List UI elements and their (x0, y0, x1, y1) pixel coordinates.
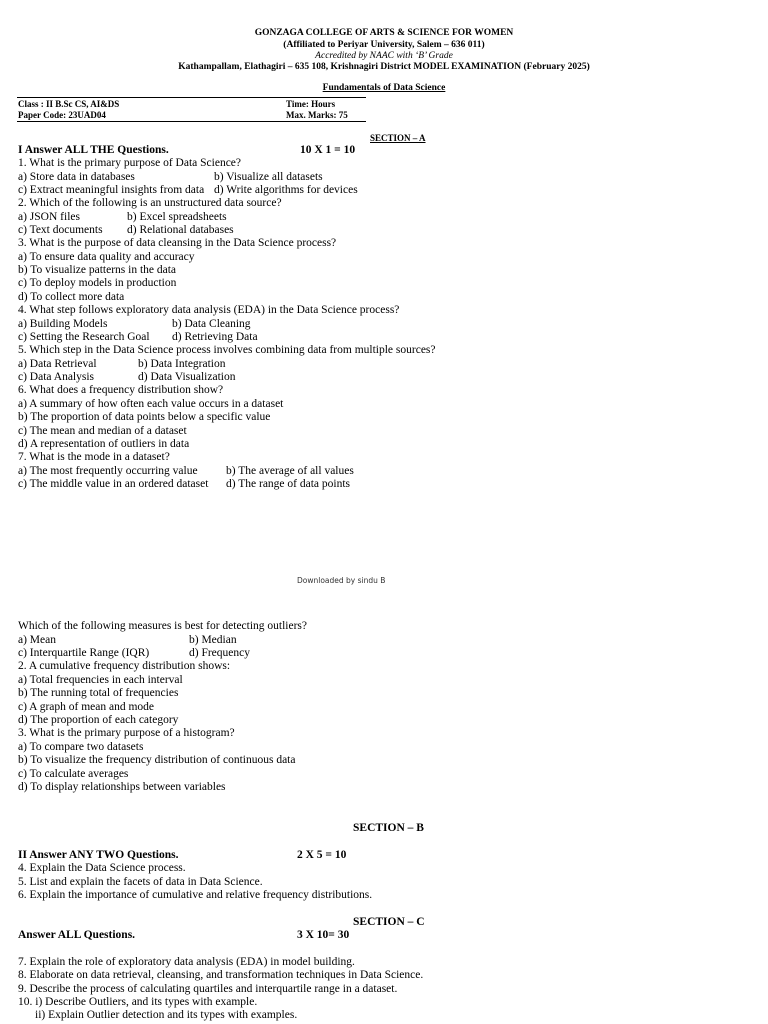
section-b-question-5: 5. List and explain the facets of data in Data Science. (18, 876, 263, 888)
q3-option-c: c) To deploy models in production (18, 277, 177, 289)
section-b-question-4: 4. Explain the Data Science process. (18, 862, 186, 874)
q7-option-a: a) The most frequently occurring value (18, 465, 198, 477)
q2-option-b: b) Excel spreadsheets (127, 211, 227, 223)
q5-option-a: a) Data Retrieval (18, 358, 97, 370)
q4-option-a: a) Building Models (18, 318, 108, 330)
affiliation: (Affiliated to Periyar University, Salem – 636 011) (283, 40, 485, 50)
q7-option-d: d) The range of data points (226, 478, 351, 490)
section-a-instruction: I Answer ALL THE Questions. (18, 144, 169, 156)
download-watermark: Downloaded by sindu B (297, 576, 386, 585)
q8-option-b: b) Median (189, 634, 237, 646)
question-4: 4. What step follows exploratory data analysis (EDA) in the Data Science process? (18, 304, 400, 316)
q6-option-b: b) The proportion of data points below a specific value (18, 411, 271, 423)
time-label: Time: Hours (286, 99, 336, 109)
section-c-title: SECTION – C (353, 916, 425, 928)
section-c-question-8: 8. Elaborate on data retrieval, cleansing, and transformation techniques in Data Science. (18, 969, 424, 981)
section-b-instruction: II Answer ANY TWO Questions. (18, 849, 179, 861)
q10-option-c: c) To calculate averages (18, 768, 129, 780)
q8-option-a: a) Mean (18, 634, 56, 646)
q10-option-d: d) To display relationships between variables (18, 781, 226, 793)
section-a-marks: 10 X 1 = 10 (300, 144, 356, 156)
max-marks: Max. Marks: 75 (286, 110, 348, 120)
q5-option-b: b) Data Integration (138, 358, 226, 370)
section-c-question-7: 7. Explain the role of exploratory data analysis (EDA) in model building. (18, 956, 355, 968)
q2-option-c: c) Text documents (18, 224, 103, 236)
question-2: 2. Which of the following is an unstructured data source? (18, 197, 282, 209)
section-b-title: SECTION – B (353, 822, 424, 834)
q2-option-a: a) JSON files (18, 211, 80, 223)
section-c-question-9: 9. Describe the process of calculating quartiles and interquartile range in a dataset. (18, 983, 398, 995)
question-9: 2. A cumulative frequency distribution shows: (18, 660, 231, 672)
q3-option-d: d) To collect more data (18, 291, 125, 303)
paper-code: Paper Code: 23UAD04 (18, 110, 106, 120)
meta-bottom-rule (17, 121, 366, 122)
q5-option-d: d) Data Visualization (138, 371, 236, 383)
question-7: 7. What is the mode in a dataset? (18, 451, 170, 463)
section-c-question-10-ii: ii) Explain Outlier detection and its types with examples. (35, 1009, 298, 1021)
q3-option-b: b) To visualize patterns in the data (18, 264, 177, 276)
q4-option-d: d) Retrieving Data (172, 331, 258, 343)
q9-option-a: a) Total frequencies in each interval (18, 674, 183, 686)
address-exam-line: Kathampallam, Elathagiri – 635 108, Krishnagiri District MODEL EXAMINATION (February 2025) (178, 62, 590, 72)
section-b-question-6: 6. Explain the importance of cumulative and relative frequency distributions. (18, 889, 373, 901)
section-b-marks: 2 X 5 = 10 (297, 849, 347, 861)
question-1: 1. What is the primary purpose of Data Science? (18, 157, 242, 169)
q7-option-b: b) The average of all values (226, 465, 354, 477)
question-5: 5. Which step in the Data Science process involves combining data from multiple sources? (18, 344, 436, 356)
q4-option-b: b) Data Cleaning (172, 318, 251, 330)
q6-option-c: c) The mean and median of a dataset (18, 425, 187, 437)
q6-option-d: d) A representation of outliers in data (18, 438, 190, 450)
question-6: 6. What does a frequency distribution show? (18, 384, 224, 396)
q6-option-a: a) A summary of how often each value occurs in a dataset (18, 398, 284, 410)
q1-option-a: a) Store data in databases (18, 171, 135, 183)
q7-option-c: c) The middle value in an ordered dataset (18, 478, 209, 490)
q10-option-a: a) To compare two datasets (18, 741, 144, 753)
question-8: Which of the following measures is best for detecting outliers? (18, 620, 308, 632)
subject-title: Fundamentals of Data Science (322, 83, 446, 93)
q4-option-c: c) Setting the Research Goal (18, 331, 150, 343)
q8-option-c: c) Interquartile Range (IQR) (18, 647, 150, 659)
q9-option-c: c) A graph of mean and mode (18, 701, 155, 713)
question-3: 3. What is the purpose of data cleansing in the Data Science process? (18, 237, 337, 249)
q2-option-d: d) Relational databases (127, 224, 234, 236)
q1-option-b: b) Visualize all datasets (214, 171, 323, 183)
college-name: GONZAGA COLLEGE OF ARTS & SCIENCE FOR WOMEN (254, 28, 514, 38)
section-c-marks: 3 X 10= 30 (297, 929, 350, 941)
q9-option-d: d) The proportion of each category (18, 714, 179, 726)
meta-top-rule (17, 97, 366, 98)
section-c-question-10-i: 10. i) Describe Outliers, and its types with example. (18, 996, 258, 1008)
q8-option-d: d) Frequency (189, 647, 250, 659)
q10-option-b: b) To visualize the frequency distribution of continuous data (18, 754, 296, 766)
q1-option-c: c) Extract meaningful insights from data (18, 184, 205, 196)
section-a-title: SECTION – A (370, 133, 426, 143)
q1-option-d: d) Write algorithms for devices (214, 184, 358, 196)
class-label: Class : II B.Sc CS, AI&DS (18, 99, 120, 109)
section-c-instruction: Answer ALL Questions. (18, 929, 136, 941)
q9-option-b: b) The running total of frequencies (18, 687, 179, 699)
q5-option-c: c) Data Analysis (18, 371, 95, 383)
accreditation: Accredited by NAAC with ‘B’ Grade (315, 51, 453, 61)
question-10: 3. What is the primary purpose of a histogram? (18, 727, 235, 739)
q3-option-a: a) To ensure data quality and accuracy (18, 251, 195, 263)
